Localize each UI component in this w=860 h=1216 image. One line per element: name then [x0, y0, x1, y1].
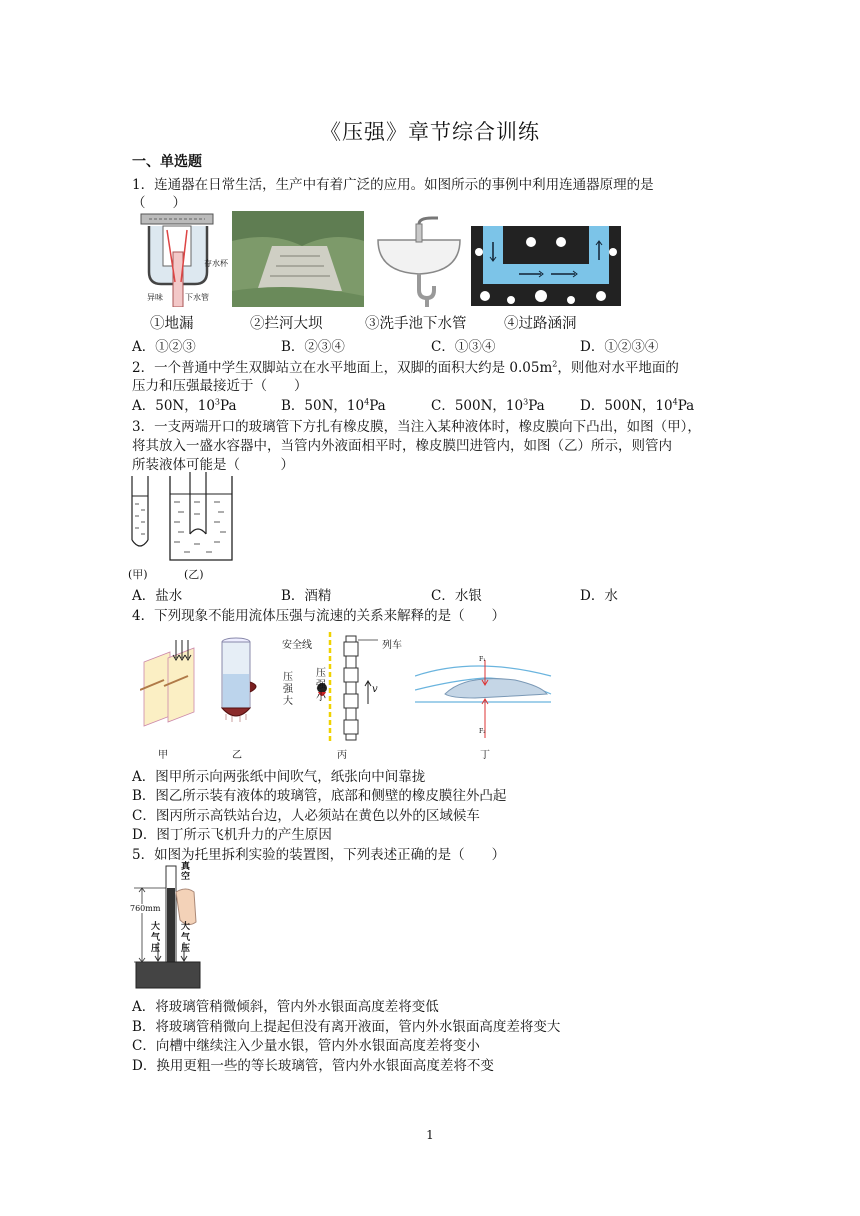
- torricelli-figure: [128, 862, 208, 992]
- q4-option-b[interactable]: B．图乙所示装有液体的玻璃管，底部和侧壁的橡皮膜往外凸起: [132, 788, 507, 804]
- rubber-membrane-figure: [128, 472, 238, 568]
- section-heading: 一、单选题: [132, 154, 202, 170]
- q3-option-b[interactable]: B．酒精: [281, 588, 332, 604]
- q2-option-b[interactable]: B．50N，$10^4Pa$: [281, 397, 386, 414]
- q4-option-a[interactable]: A．图甲所示向两张纸中间吹气，纸张向中间靠拢: [132, 769, 426, 785]
- q2-option-a[interactable]: A．50N，$10^3Pa$: [132, 397, 237, 414]
- q1-option-a[interactable]: A．①②③: [132, 339, 196, 355]
- q3-fig-label-jia: (甲): [128, 568, 148, 581]
- q5-label-atm-right: 大气压: [181, 922, 191, 954]
- q4-caption-ding: 丁: [480, 750, 490, 761]
- q4-label-safety-line: 安全线: [282, 640, 312, 651]
- q1-caption-4: ④过路涵洞: [504, 316, 577, 332]
- q5-label-atm-left: 大气压: [151, 922, 161, 954]
- q1-option-d[interactable]: D．①②③④: [580, 339, 659, 355]
- q1-caption-3: ③洗手池下水管: [365, 316, 467, 332]
- q3-fig-label-yi: (乙): [184, 568, 204, 581]
- culvert-figure: [471, 212, 621, 307]
- q3-option-d[interactable]: D．水: [580, 588, 618, 604]
- fig1-label-cup: 存水杯: [204, 259, 228, 268]
- q5-option-b[interactable]: B．将玻璃管稍微向上提起但没有离开液面，管内外水银面高度差将变大: [132, 1019, 561, 1035]
- q1-option-b[interactable]: B．②③④: [281, 339, 345, 355]
- q1-stem-line2: （ ）: [132, 195, 186, 211]
- dam-photo: [232, 211, 364, 307]
- q2-stem-line1: 2．一个普通中学生双脚站立在水平地面上，双脚的面积大约是 $0.05m^2$，则他对水平地面的: [132, 359, 679, 376]
- q4-caption-bing: 丙: [337, 750, 347, 761]
- q4-label-velocity: v: [372, 684, 378, 695]
- q1-stem-line1: 1．连通器在日常生活，生产中有着广泛的应用。如图所示的事例中利用连通器原理的是: [132, 177, 654, 193]
- q5-stem: 5．如图为托里拆利实验的装置图，下列表述正确的是（ ）: [132, 847, 506, 863]
- q4-option-d[interactable]: D．图丁所示飞机升力的产生原因: [132, 827, 332, 843]
- q5-label-vacuum: 真空: [181, 862, 191, 882]
- q2-option-c[interactable]: C．500N，$10^3Pa$: [431, 397, 545, 414]
- q3-stem-line1: 3．一支两端开口的玻璃管下方扎有橡皮膜，当注入某种液体时，橡皮膜向下凸出，如图（甲），: [132, 419, 701, 435]
- q5-option-a[interactable]: A．将玻璃管稍微倾斜，管内外水银面高度差将变低: [132, 999, 439, 1015]
- q4-option-c[interactable]: C．图丙所示高铁站台边，人必须站在黄色以外的区域候车: [132, 808, 480, 824]
- q3-option-c[interactable]: C．水银: [431, 588, 482, 604]
- q3-option-a[interactable]: A．盐水: [132, 588, 183, 604]
- q4-caption-jia: 甲: [158, 750, 168, 761]
- q4-caption-yi: 乙: [232, 750, 242, 761]
- q2-option-d[interactable]: D．500N，$10^4Pa$: [580, 397, 695, 414]
- sink-figure: [372, 212, 466, 307]
- page-title: 《压强》章节综合训练: [320, 120, 540, 144]
- q2-stem-line2: 压力和压强最接近于（ ）: [132, 378, 308, 394]
- q4-label-f1: F₁: [479, 656, 486, 663]
- blowing-paper-figure: [140, 640, 200, 730]
- fig1-label-pipe: 下水管: [185, 293, 209, 302]
- q4-label-low-pressure: 压强小: [316, 668, 326, 703]
- q1-option-c[interactable]: C．①③④: [431, 339, 496, 355]
- q5-option-c[interactable]: C．向槽中继续注入少量水银，管内外水银面高度差将变小: [132, 1038, 480, 1054]
- q1-caption-1: ①地漏: [150, 316, 194, 332]
- liquid-tube-figure: [212, 634, 268, 724]
- q3-stem-line2: 将其放入一盛水容器中，当管内外液面相平时，橡皮膜凹进管内，如图（乙）所示，则管内: [132, 438, 672, 454]
- q4-label-f2: F₂: [479, 728, 486, 735]
- q4-label-train: 列车: [382, 640, 402, 651]
- q5-label-760mm: 760mm: [130, 904, 161, 913]
- q3-stem-line3: 所装液体可能是（ ）: [132, 457, 294, 473]
- q4-label-high-pressure: 压强大: [283, 672, 293, 707]
- q4-stem: 4．下列现象不能用流体压强与流速的关系来解释的是（ ）: [132, 608, 506, 624]
- q5-option-d[interactable]: D．换用更粗一些的等长玻璃管，管内外水银面高度差将不变: [132, 1058, 494, 1074]
- page-number: 1: [426, 1128, 434, 1142]
- fig1-label-smell: 异味: [147, 293, 163, 302]
- q1-caption-2: ②拦河大坝: [250, 316, 323, 332]
